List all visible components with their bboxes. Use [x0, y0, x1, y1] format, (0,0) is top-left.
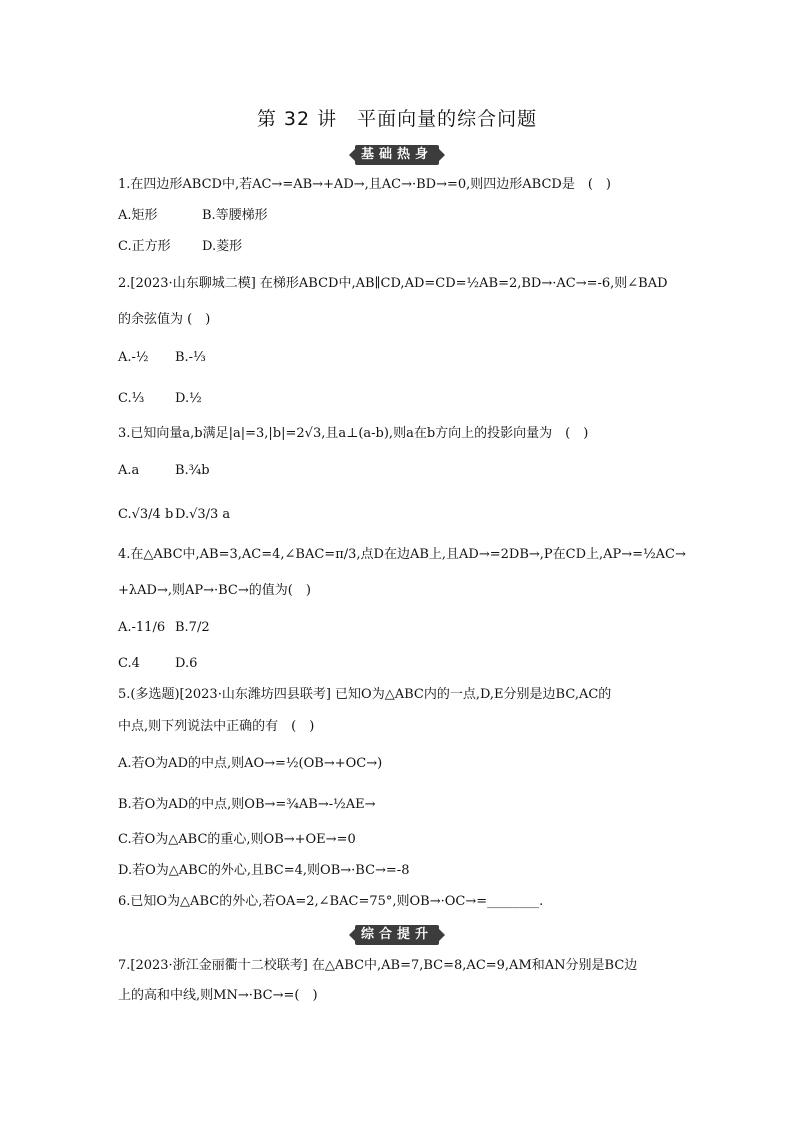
q5-option-b: B.若O为AD的中点,则OB→=¾AB→-½AE→: [118, 797, 376, 812]
q2-stem-line2: 的余弦值为 ( ): [118, 312, 211, 327]
q5-option-c: C.若O为△ABC的重心,则OB→+OE→=0: [118, 832, 356, 847]
section-badge-comprehensive: 综合提升: [355, 925, 439, 945]
q7-stem-line1: 7.[2023·浙江金丽衢十二校联考] 在△ABC中,AB=7,BC=8,AC=9,AM和AN分别是BC边: [118, 958, 638, 973]
q5-stem-line1: 5.(多选题)[2023·山东潍坊四县联考] 已知O为△ABC内的一点,D,E分别是边BC,AC的: [118, 687, 612, 702]
q2-stem-line1: 2.[2023·山东聊城二模] 在梯形ABCD中,AB∥CD,AD=CD=½AB=2,BD→·AC→=-6,则∠BAD: [118, 276, 668, 291]
q7-stem-line2: 上的高和中线,则MN→·BC→=( ): [118, 988, 318, 1003]
page-title: 第 32 讲 平面向量的综合问题: [256, 108, 538, 130]
q5-option-a: A.若O为AD的中点,则AO→=½(OB→+OC→): [118, 756, 383, 771]
q3-option-b: B.¾b: [175, 463, 210, 478]
q3-stem: 3.已知向量a,b满足|a|=3,|b|=2√3,且a⊥(a-b),则a在b方向上的投影向量为 ( ): [118, 426, 589, 441]
q5-option-d: D.若O为△ABC的外心,且BC=4,则OB→·BC→=-8: [118, 863, 410, 878]
q5-stem-line2: 中点,则下列说法中正确的有 ( ): [118, 719, 315, 734]
q2-option-b: B.-⅓: [175, 350, 206, 365]
q4-option-a: A.-11/6: [118, 620, 166, 635]
q4-option-c: C.4: [118, 656, 140, 671]
q4-option-d: D.6: [175, 656, 198, 671]
q6-stem: 6.已知O为△ABC的外心,若OA=2,∠BAC=75°,则OB→·OC→=________.: [118, 894, 544, 909]
q4-option-b: B.7/2: [175, 620, 210, 635]
q1-option-b: B.等腰梯形: [202, 208, 268, 223]
q3-option-d: D.√3/3 a: [175, 507, 231, 522]
section-badge-basic: 基础热身: [355, 145, 439, 165]
q1-stem: 1.在四边形ABCD中,若AC→=AB→+AD→,且AC→·BD→=0,则四边形ABCD是 ( ): [118, 177, 611, 192]
q1-option-a: A.矩形: [118, 208, 158, 223]
q1-option-c: C.正方形: [118, 239, 171, 254]
q3-option-a: A.a: [118, 463, 140, 478]
q4-stem-line2: +λAD→,则AP→·BC→的值为( ): [118, 583, 311, 598]
q3-option-c: C.√3/4 b: [118, 507, 174, 522]
q2-option-c: C.⅓: [118, 391, 145, 406]
q2-option-a: A.-½: [118, 350, 149, 365]
q4-stem-line1: 4.在△ABC中,AB=3,AC=4,∠BAC=π/3,点D在边AB上,且AD→=2DB→,P在CD上,AP→=½AC→: [118, 547, 686, 562]
q1-option-d: D.菱形: [202, 239, 243, 254]
q2-option-d: D.½: [175, 391, 202, 406]
